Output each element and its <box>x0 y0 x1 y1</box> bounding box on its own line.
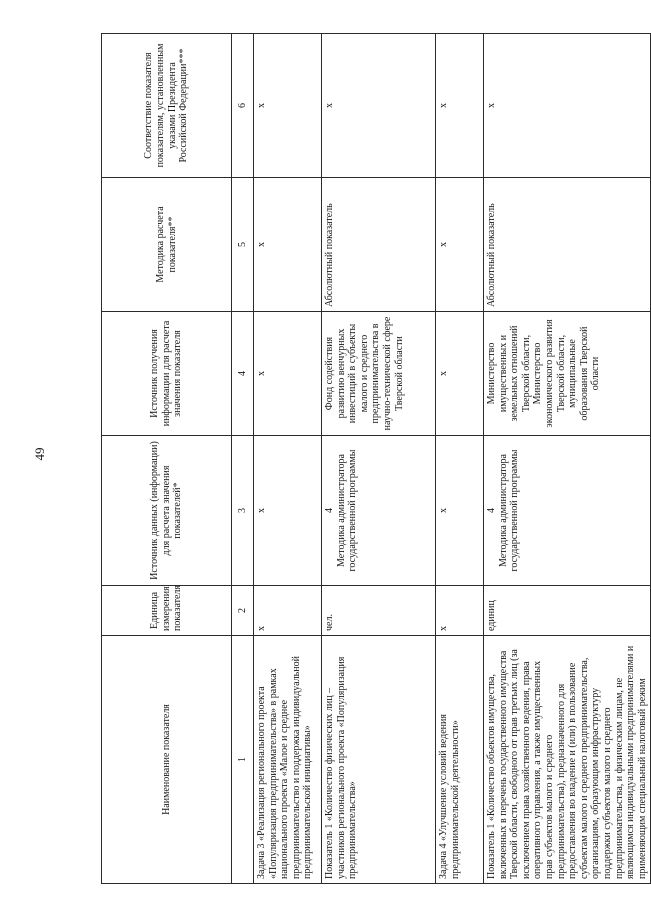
indicator-name-cell: Задача 4 «Улучшение условий ведения предпринимательской деятельности» <box>436 636 484 884</box>
info-source-cell: Министерство имущественных и земельных отношений Тверской области, Министерство экономического развития Тверской области, муниципальные образования Тверской области <box>484 312 651 436</box>
conformity-cell: х <box>436 34 484 178</box>
header-method: Методика расчета показателя** <box>102 178 232 312</box>
table-frame <box>101 34 648 884</box>
indicator-name-cell: Показатель 1 «Количество объектов имущества, включенных в перечень государственного имущества Тверской области, свободного от прав третьих лиц (за исключением права хозяйственного ведения, права оперативного управления, а также имущественных прав субъектов малого и среднего предпринимательства), предназначенного для предоставления во владение и (или) в пользование субъектам малого и среднего предпринимательства, организациям, образующим инфраструктуру поддержки субъектов малого и среднего предпринимательства, и физическим лицам, не являющимся индивидуальными предпринимателями и применяющим специальный налоговый режим <box>484 636 651 884</box>
data-source-cell: 4 Методика администратора государственной программы <box>322 436 436 586</box>
info-source-cell: х <box>254 312 322 436</box>
method-cell: х <box>436 178 484 312</box>
header-info-source: Источник получения информации для расчета значения показателя <box>102 312 232 436</box>
info-source-cell: х <box>436 312 484 436</box>
table-row <box>322 34 436 884</box>
unit-cell: единиц <box>484 586 651 636</box>
conformity-cell: х <box>322 34 436 178</box>
header-data-source: Источник данных (информации) для расчета значения показателей* <box>102 436 232 586</box>
column-number: 1 <box>232 636 254 884</box>
column-number-row <box>232 34 254 884</box>
method-cell: Абсолютный показатель <box>322 178 436 312</box>
column-number: 3 <box>232 436 254 586</box>
header-conformity: Соответствие показателя показателям, установленным указами Президента Российской Федерации*** <box>102 34 232 178</box>
unit-cell: чел. <box>322 586 436 636</box>
indicator-name-cell: Задача 3 «Реализация регионального проекта «Популяризация предпринимательства» в рамках национального проекта «Малое и среднее предпринимательство и поддержка индивидуальной предпринимательской инициативы» <box>254 636 322 884</box>
header-unit: Единица измерения показателя <box>102 586 232 636</box>
column-number: 4 <box>232 312 254 436</box>
conformity-cell: х <box>254 34 322 178</box>
page-number: 49 <box>32 447 47 461</box>
data-source-cell: х <box>254 436 322 586</box>
table-row <box>484 34 651 884</box>
unit-cell: х <box>436 586 484 636</box>
column-number: 6 <box>232 34 254 178</box>
method-cell: х <box>254 178 322 312</box>
indicators-table <box>101 33 651 884</box>
data-source-cell: х <box>436 436 484 586</box>
method-cell: Абсолютный показатель <box>484 178 651 312</box>
unit-cell: х <box>254 586 322 636</box>
header-indicator-name: Наименование показателя <box>102 636 232 884</box>
table-row <box>436 34 484 884</box>
rotated-table-container <box>101 34 648 884</box>
column-number: 5 <box>232 178 254 312</box>
conformity-cell: х <box>484 34 651 178</box>
indicator-name-cell: Показатель 1 «Количество физических лиц – участников регионального проекта «Популяризация предпринимательства» <box>322 636 436 884</box>
column-number: 2 <box>232 586 254 636</box>
header-row <box>102 34 232 884</box>
table-row <box>254 34 322 884</box>
info-source-cell: Фонд содействия развитию венчурных инвестиций в субъекты малого и среднего предпринимательства в научно-технической сфере Тверской области <box>322 312 436 436</box>
data-source-cell: 4 Методика администратора государственной программы <box>484 436 651 586</box>
